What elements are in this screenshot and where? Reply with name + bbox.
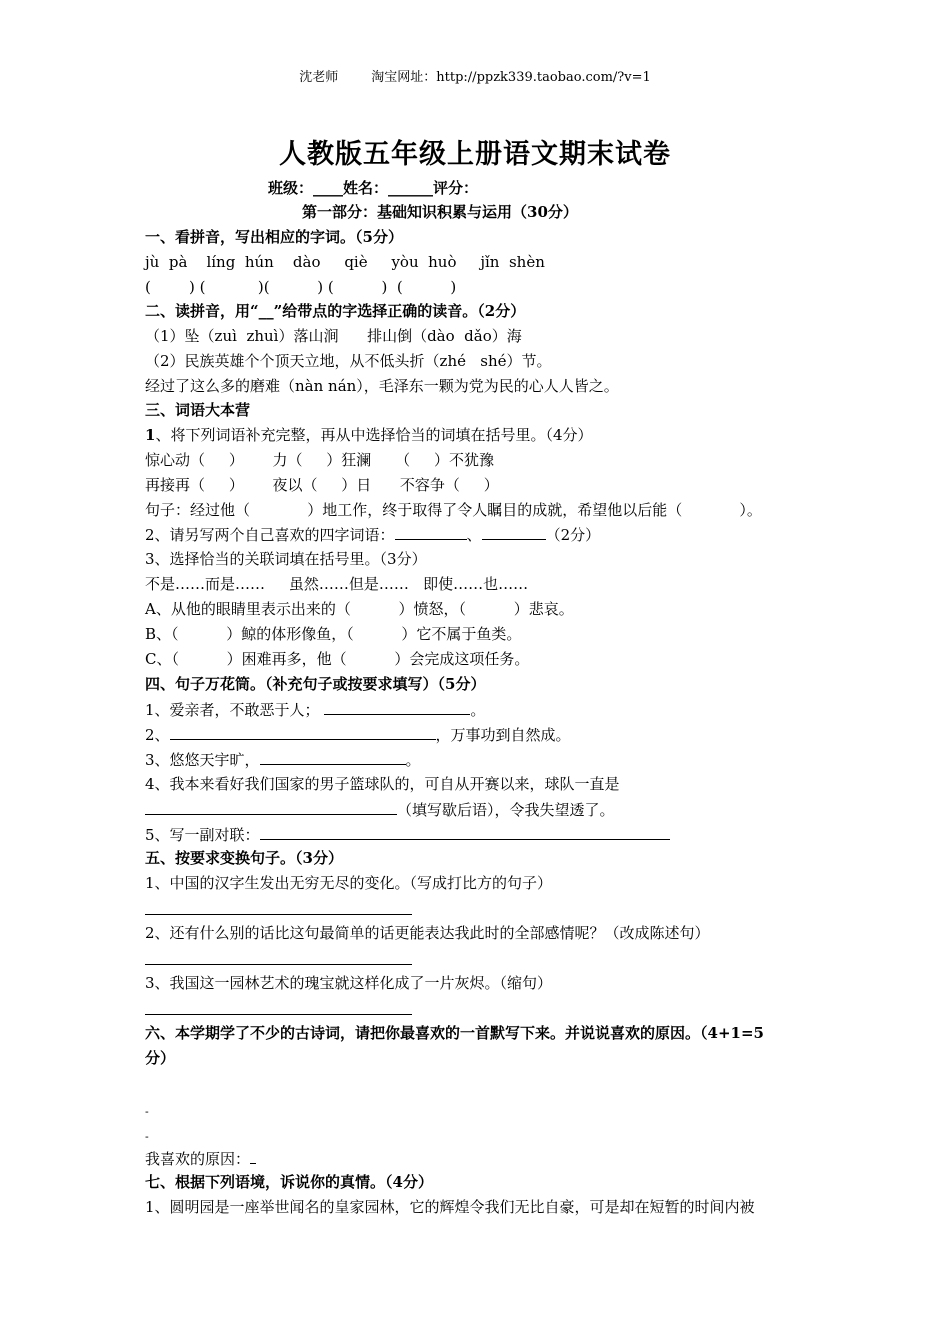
section6-heading-line2: 分） bbox=[145, 1049, 176, 1067]
section6-answer-mark: - bbox=[145, 1130, 149, 1143]
header-shop-url: 淘宝网址：http://ppzk339.taobao.com/?v=1 bbox=[371, 70, 651, 85]
section2-line2: （2）民族英雄个个顶天立地，从不低头折（zhé shé）节。 bbox=[145, 352, 552, 370]
section3-q1 bbox=[145, 425, 592, 445]
section1-blanks: ( ) ( )( ) ( ) ( ) bbox=[145, 278, 457, 296]
section2-line1: （1）坠（zuì zhuì）落山涧 排山倒（dào dǎo）海 bbox=[145, 327, 522, 345]
section2-line3: 经过了这么多的磨难（nàn nán），毛泽东一颗为党为民的心人人皆之。 bbox=[145, 377, 619, 395]
section3-words1: 惊心动（ ） 力（ ）狂澜 （ ）不犹豫 bbox=[145, 451, 494, 469]
page-header bbox=[0, 66, 950, 85]
answer-blank[interactable] bbox=[482, 524, 546, 540]
section4-line4b-text: （填写歇后语），令我失望透了。 bbox=[397, 801, 615, 819]
section4-line5 bbox=[145, 824, 670, 845]
answer-blank[interactable] bbox=[260, 824, 670, 840]
section1-pinyin: jù pà líng hún dào qiè yòu huò jǐn shèn bbox=[145, 253, 545, 271]
header-teacher: 沈老师 bbox=[299, 70, 339, 85]
answer-blank[interactable] bbox=[324, 699, 470, 715]
section5-q2: 2、还有什么别的话比这句最简单的话更能表达我此时的全部感情呢？（改成陈述句） bbox=[145, 924, 710, 942]
section3-q3-c: C、（ ）困难再多，他（ ）会完成这项任务。 bbox=[145, 650, 530, 668]
answer-line[interactable] bbox=[145, 964, 412, 965]
section4-line2-text: ，万事功到自然成。 bbox=[435, 726, 571, 744]
section3-q3-options: 不是……而是…… 虽然……但是…… 即使……也…… bbox=[145, 575, 529, 593]
answer-line[interactable] bbox=[145, 1014, 412, 1015]
section3-sentence: 句子：经过他（ ）地工作，终于取得了令人瞩目的成就，希望他以后能（ ）。 bbox=[145, 501, 762, 519]
section1-heading: 一、看拼音，写出相应的字词。（5分） bbox=[145, 228, 403, 246]
section6-heading-line1: 六、本学期学了不少的古诗词，请把你最喜欢的一首默写下来。并说说喜欢的原因。（4+1=5 bbox=[145, 1024, 764, 1042]
section4-line2-num: 2、 bbox=[145, 726, 170, 744]
answer-blank[interactable] bbox=[170, 724, 436, 740]
section3-q3-a: A、从他的眼睛里表示出来的（ ）愤怒，（ ）悲哀。 bbox=[145, 600, 574, 618]
answer-blank[interactable] bbox=[250, 1148, 256, 1164]
section3-q3-b: B、（ ）鲸的体形像鱼，（ ）它不属于鱼类。 bbox=[145, 625, 522, 643]
section5-heading: 五、按要求变换句子。（3分） bbox=[145, 849, 343, 867]
section7-q1: 1、圆明园是一座举世闻名的皇家园林，它的辉煌令我们无比自豪，可是却在短暂的时间内被 bbox=[145, 1198, 755, 1216]
section5-q1: 1、中国的汉字生发出无穷无尽的变化。（写成打比方的句子） bbox=[145, 874, 553, 892]
section6-answer-mark: - bbox=[145, 1105, 149, 1118]
section3-q3: 3、选择恰当的关联词填在括号里。（3分） bbox=[145, 550, 427, 568]
section4-line4: 4、我本来看好我们国家的男子篮球队的，可自从开赛以来，球队一直是 bbox=[145, 775, 620, 793]
section4-line1-end: 。 bbox=[470, 701, 486, 719]
exam-title: 人教版五年级上册语文期末试卷 bbox=[279, 139, 671, 170]
section4-line3 bbox=[145, 749, 421, 770]
section3-q2-score: （2分） bbox=[545, 526, 601, 544]
section4-line4b bbox=[145, 799, 615, 820]
section4-line1 bbox=[145, 699, 485, 720]
part1-title: 第一部分：基础知识积累与运用（30分） bbox=[302, 203, 578, 221]
student-info-line: 班级：____姓名：______评分： bbox=[268, 179, 479, 197]
section3-q2-prompt: 2、请另写两个自己喜欢的四字词语： bbox=[145, 526, 395, 544]
section3-q2 bbox=[145, 524, 600, 545]
section5-q3: 3、我国这一园林艺术的瑰宝就这样化成了一片灰烬。（缩句） bbox=[145, 974, 553, 992]
section4-line2 bbox=[145, 724, 571, 745]
section6-reason-label: 我喜欢的原因： bbox=[145, 1150, 251, 1168]
section3-q1-text: 、将下列词语补充完整，再从中选择恰当的词填在括号里。（4分） bbox=[155, 426, 593, 444]
section3-q1-number: 1 bbox=[145, 426, 156, 444]
answer-line[interactable] bbox=[145, 914, 412, 915]
answer-blank[interactable] bbox=[395, 524, 467, 540]
section4-line3-text: 3、悠悠天宇旷， bbox=[145, 751, 260, 769]
section3-q2-separator: 、 bbox=[466, 526, 482, 544]
section4-line3-end: 。 bbox=[405, 751, 421, 769]
section4-heading: 四、句子万花筒。（补充句子或按要求填写）（5分） bbox=[145, 675, 486, 693]
section7-heading: 七、根据下列语境，诉说你的真情。（4分） bbox=[145, 1173, 433, 1191]
section6-reason bbox=[145, 1148, 256, 1169]
answer-blank[interactable] bbox=[260, 749, 406, 765]
section3-heading: 三、词语大本营 bbox=[145, 401, 251, 419]
section4-line1-text: 1、爱亲者，不敢恶于人； bbox=[145, 701, 320, 719]
section3-words2: 再接再（ ） 夜以（ ）日 不容争（ ） bbox=[145, 476, 499, 494]
section2-heading: 二、读拼音，用“__”给带点的字选择正确的读音。（2分） bbox=[145, 302, 526, 320]
section4-line5-text: 5、写一副对联： bbox=[145, 826, 260, 844]
answer-blank[interactable] bbox=[145, 799, 397, 815]
